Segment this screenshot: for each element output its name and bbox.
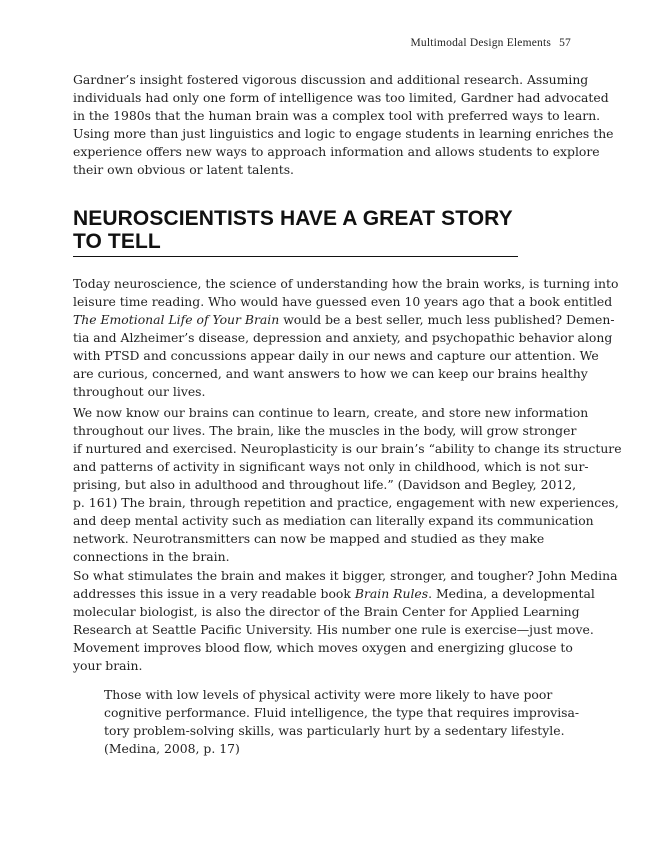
text-line: in the 1980s that the human brain was a complex tool with preferred ways to learn.	[73, 108, 601, 123]
running-header	[410, 37, 571, 49]
text-line: Movement improves blood flow, which moves oxygen and energizing glucose to	[73, 640, 573, 655]
paragraph-medina	[73, 567, 618, 675]
text-line: molecular biologist, is also the director of the Brain Center for Applied Learning	[73, 604, 580, 619]
text-line: their own obvious or latent talents.	[73, 162, 294, 177]
book-title: Brain Rules	[354, 586, 429, 601]
text-line: if nurtured and exercised. Neuroplasticity is our brain’s “ability to change its structure	[73, 441, 622, 456]
text-line	[73, 585, 595, 603]
text-line: So what stimulates the brain and makes it bigger, stronger, and tougher? John Medina	[73, 568, 618, 583]
paragraph-neuroplasticity	[73, 404, 622, 566]
text-line: network. Neurotransmitters can now be mapped and studied as they make	[73, 531, 545, 546]
book-title: The Emotional Life of Your Brain	[73, 312, 280, 327]
text-line: individuals had only one form of intelligence was too limited, Gardner had advocated	[73, 90, 609, 105]
text-line: with PTSD and concussions appear daily in our news and capture our attention. We	[73, 348, 599, 363]
text-line: throughout our lives. The brain, like the muscles in the body, will grow stronger	[73, 423, 577, 438]
text-line: Research at Seattle Pacific University. His number one rule is exercise—just move.	[73, 622, 594, 637]
quote-line: Those with low levels of physical activity were more likely to have poor	[104, 687, 553, 702]
text-line: connections in the brain.	[73, 549, 230, 564]
text-line: We now know our brains can continue to learn, create, and store new information	[73, 405, 589, 420]
section-title: Multimodal Design Elements	[410, 37, 552, 49]
text-line: are curious, concerned, and want answers to how we can keep our brains healthy	[73, 366, 588, 381]
text-run: would be a best seller, much less published? Demen-	[279, 312, 615, 327]
page-number: 57	[559, 37, 571, 49]
paragraph-neuroscience	[73, 275, 619, 401]
text-line: throughout our lives.	[73, 384, 206, 399]
text-line: tia and Alzheimer’s disease, depression and anxiety, and psychopathic behavior along	[73, 330, 613, 345]
text-line: Gardner’s insight fostered vigorous discussion and additional research. Assuming	[73, 72, 589, 87]
text-line: Using more than just linguistics and logic to engage students in learning enriches the	[73, 126, 614, 141]
quote-line: (Medina, 2008, p. 17)	[104, 741, 240, 756]
heading-line: TO TELL	[73, 230, 161, 253]
text-line: leisure time reading. Who would have guessed even 10 years ago that a book entitled	[73, 294, 613, 309]
quote-line: cognitive performance. Fluid intelligence, the type that requires improvisa-	[104, 705, 580, 720]
quote-line: tory problem-solving skills, was particularly hurt by a sedentary lifestyle.	[104, 723, 565, 738]
text-line: and deep mental activity such as mediation can literally expand its communication	[73, 513, 594, 528]
text-line: and patterns of activity in significant ways not only in childhood, which is not sur-	[73, 459, 589, 474]
section-heading	[73, 207, 518, 257]
text-line: experience offers new ways to approach information and allows students to explore	[73, 144, 600, 159]
text-run: . Medina, a developmental	[428, 586, 595, 601]
heading-line: NEUROSCIENTISTS HAVE A GREAT STORY	[73, 207, 513, 230]
text-run: addresses this issue in a very readable book	[73, 586, 355, 601]
text-line: prising, but also in adulthood and throughout life.” (Davidson and Begley, 2012,	[73, 477, 577, 492]
block-quote	[104, 686, 580, 758]
paragraph-gardner	[73, 71, 614, 179]
text-line: Today neuroscience, the science of understanding how the brain works, is turning into	[73, 276, 619, 291]
text-line: your brain.	[73, 658, 143, 673]
text-line: p. 161) The brain, through repetition and practice, engagement with new experiences,	[73, 495, 619, 510]
text-line	[73, 311, 615, 329]
